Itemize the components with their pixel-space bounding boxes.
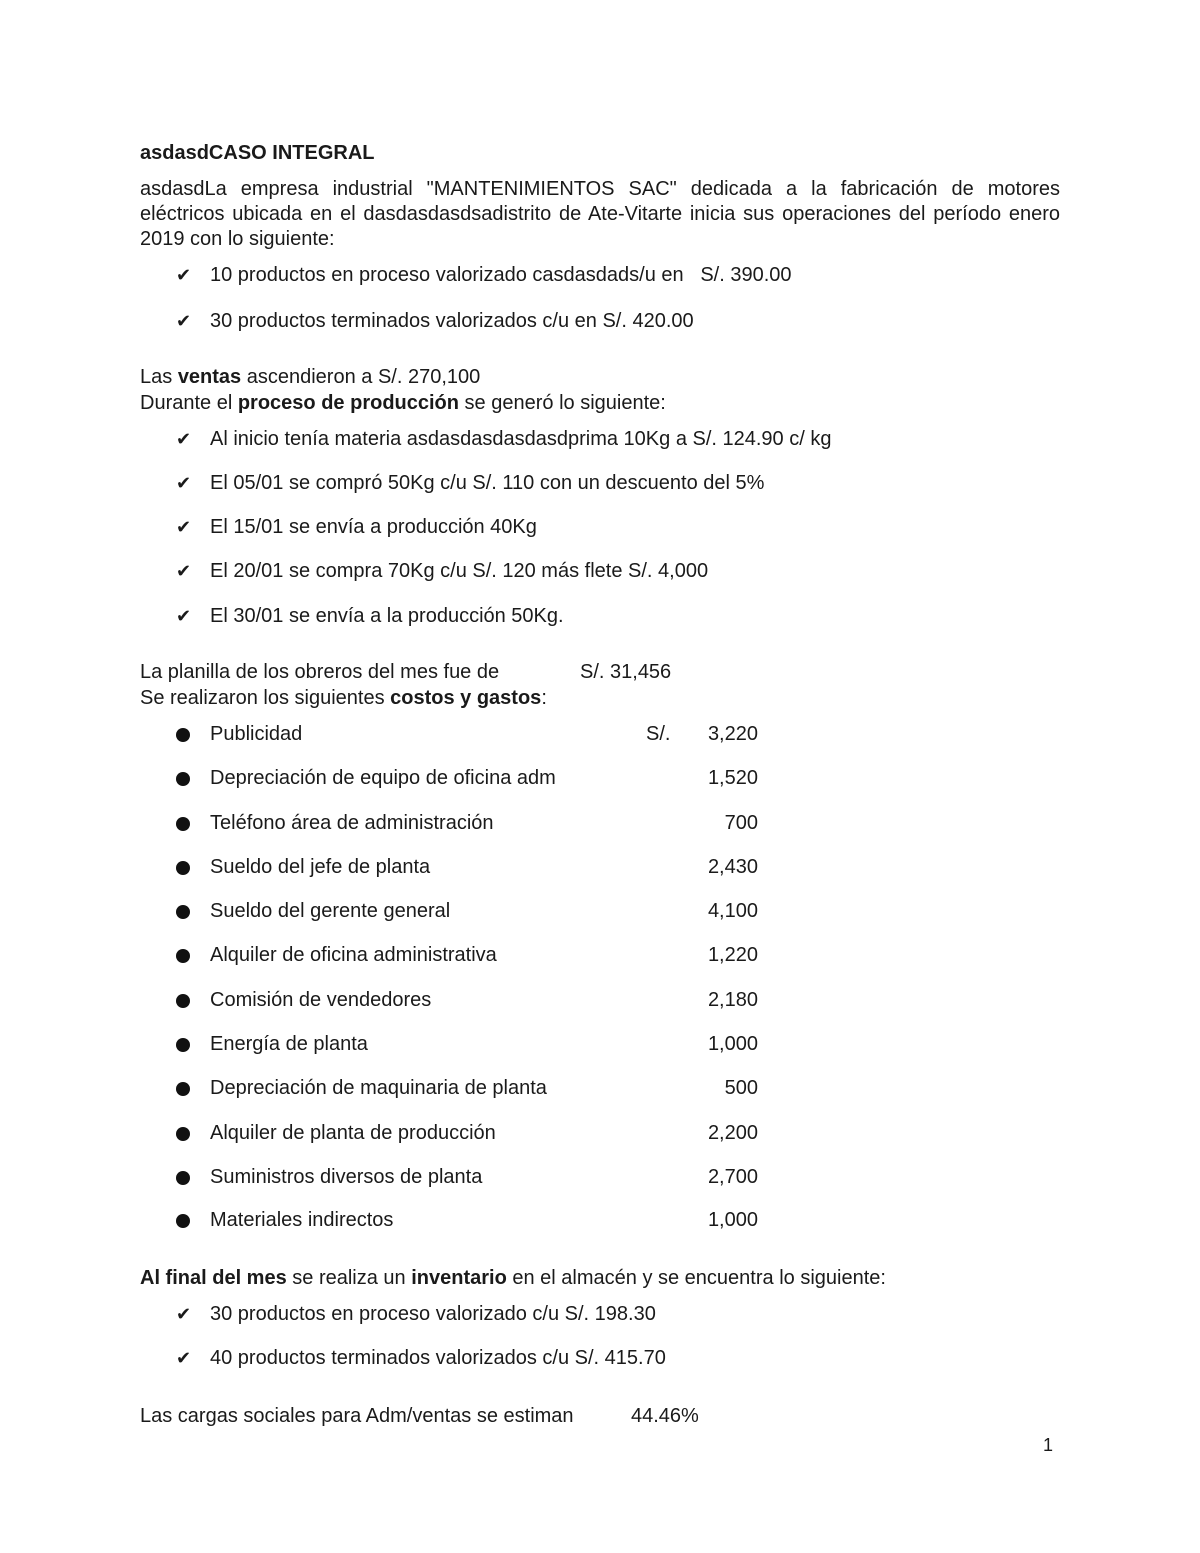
expense-row [176,811,776,835]
expense-row [176,899,776,923]
cargas-value: 44.46% [631,1405,699,1427]
expense-label: Alquiler de planta de producción [210,1122,496,1144]
expense-amount: 2,200 [707,1122,758,1144]
production-item-text: El 20/01 se compra 70Kg c/u S/. 120 más flete S/. 4,000 [210,560,709,582]
expense-amount: 1,220 [707,944,758,966]
expense-label: Alquiler de oficina administrativa [210,944,497,966]
produccion-line [140,391,666,415]
expense-amount: 2,430 [707,856,758,878]
production-item [176,471,764,495]
expense-label: Sueldo del gerente general [210,900,451,922]
expense-label: Sueldo del jefe de planta [210,856,431,878]
expense-label: Materiales indirectos [210,1209,394,1231]
bullet-icon [176,728,190,742]
expense-amount: 1,000 [707,1033,758,1055]
expense-label: Publicidad [210,723,303,745]
check-icon: ✔ [176,265,192,285]
bullet-icon [176,861,190,875]
expense-row [176,1165,776,1189]
check-icon: ✔ [176,517,192,537]
expense-amount: 2,180 [707,989,758,1011]
ventas-pre: Las [140,366,178,388]
page-number: 1 [1043,1435,1054,1455]
bullet-icon [176,1038,190,1052]
expense-amount: 500 [724,1077,758,1099]
final-item [176,1346,666,1370]
check-icon: ✔ [176,473,192,493]
expense-row [176,722,776,746]
cargas-line [140,1404,699,1428]
check-icon: ✔ [176,1348,192,1368]
costos-pre: Se realizaron los siguientes [140,687,391,709]
bullet-icon [176,949,190,963]
final-item [176,1302,656,1326]
final-post: en el almacén y se encuentra lo siguiente: [506,1267,886,1289]
final-bold2: inventario [411,1267,507,1289]
check-icon: ✔ [176,606,192,626]
expense-label: Energía de planta [210,1033,368,1055]
production-item [176,604,564,628]
planilla-line [140,660,672,684]
initial-item-text: 10 productos en proceso valorizado casdasdads/u en S/. 390.00 [210,264,792,286]
final-mid: se realiza un [286,1267,412,1289]
expense-amount: 2,700 [707,1166,758,1188]
expense-row [176,855,776,879]
bullet-icon [176,772,190,786]
expense-row [176,1208,776,1232]
initial-item-text: 30 productos terminados valorizados c/u en S/. 420.00 [210,310,694,332]
expense-label: Depreciación de equipo de oficina adm [210,767,556,789]
expense-amount: 1,520 [707,767,758,789]
check-icon: ✔ [176,429,192,449]
bullet-icon [176,1127,190,1141]
final-line [140,1266,886,1290]
bullet-icon [176,905,190,919]
bullet-icon [176,1082,190,1096]
expense-row [176,766,776,790]
document-title: asdasdCASO INTEGRAL [140,142,375,164]
produccion-bold: proceso de producción [237,392,459,414]
expense-row [176,1032,776,1056]
expense-label: Comisión de vendedores [210,989,432,1011]
expense-label: Teléfono área de administración [210,812,494,834]
bullet-icon [176,1214,190,1228]
costos-line [140,686,547,710]
check-icon: ✔ [176,561,192,581]
expense-label: Suministros diversos de planta [210,1166,483,1188]
expense-amount: 4,100 [707,900,758,922]
produccion-pre: Durante el [140,392,238,414]
expense-row [176,988,776,1012]
final-bold1: Al final del mes [140,1267,287,1289]
initial-item [176,309,694,333]
initial-item [176,263,792,287]
expense-label: Depreciación de maquinaria de planta [210,1077,547,1099]
cargas-text: Las cargas sociales para Adm/ventas se estiman [140,1405,574,1427]
production-item-text: El 15/01 se envía a producción 40Kg [210,516,537,538]
production-item-text: El 05/01 se compró 50Kg c/u S/. 110 con un descuento del 5% [210,472,765,494]
planilla-amount: S/. 31,456 [580,661,672,683]
expense-row [176,943,776,967]
ventas-line [140,365,480,389]
costos-post: : [541,687,547,709]
produccion-post: se generó lo siguiente: [459,392,666,414]
ventas-bold: ventas [177,366,242,388]
ventas-post: ascendieron a S/. 270,100 [241,366,481,388]
production-item [176,559,708,583]
final-item-text: 30 productos en proceso valorizado c/u S/. 198.30 [210,1303,656,1325]
planilla-text: La planilla de los obreros del mes fue de [140,661,500,683]
final-item-text: 40 productos terminados valorizados c/u S/. 415.70 [210,1347,666,1369]
expense-currency: S/. [646,723,671,745]
check-icon: ✔ [176,311,192,331]
expense-row [176,1121,776,1145]
expense-amount: 700 [724,812,758,834]
expense-row [176,1076,776,1100]
bullet-icon [176,1171,190,1185]
production-item-text: El 30/01 se envía a la producción 50Kg. [210,605,564,627]
expense-amount: 3,220 [707,723,758,745]
intro-paragraph: asdasdLa empresa industrial "MANTENIMIENTOS SAC" dedicada a la fabricación de motores eléctricos ubicada en el dasdasdasdsadistrito de Ate-Vitarte inicia sus operaciones del período enero 2019 con lo siguiente: [140,178,1060,250]
check-icon: ✔ [176,1304,192,1324]
production-item-text: Al inicio tenía materia asdasdasdasdasdprima 10Kg a S/. 124.90 c/ kg [210,428,832,450]
production-item [176,515,537,539]
production-item [176,427,831,451]
expense-amount: 1,000 [707,1209,758,1231]
costos-bold: costos y gastos [390,687,542,709]
bullet-icon [176,994,190,1008]
bullet-icon [176,817,190,831]
